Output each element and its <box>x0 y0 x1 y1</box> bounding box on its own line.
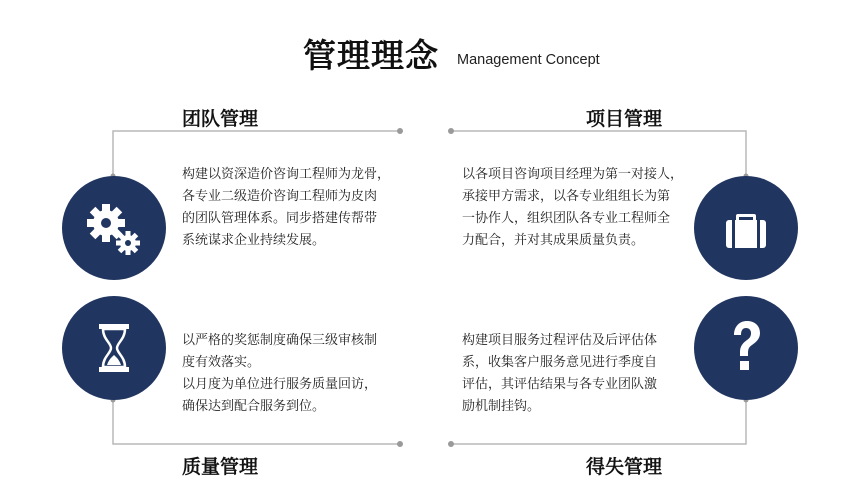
team-heading: 团队管理 <box>182 108 259 130</box>
team-icon-circle <box>62 176 166 280</box>
quality-icon-circle <box>62 296 166 400</box>
gainloss-heading: 得失管理 <box>586 456 663 478</box>
connector-dot <box>397 128 403 134</box>
connector-dot <box>397 441 403 447</box>
project-text: 以各项目咨询项目经理为第一对接人， 承接甲方需求，以各专业组组长为第 一协作人，组织团队各专业工程师全 力配合，并对其成果质量负责。 <box>462 167 684 248</box>
project-icon-circle <box>694 176 798 280</box>
quality-heading: 质量管理 <box>182 456 259 478</box>
question-mark-icon <box>716 313 776 383</box>
project-heading: 项目管理 <box>586 108 663 130</box>
gainloss-icon-circle <box>694 296 798 400</box>
team-text: 构建以资深造价咨询工程师为龙骨， 各专业二级造价咨询工程师为皮肉 的团队管理体系。同步搭建传帮带 系统谋求企业持续发展。 <box>182 167 391 248</box>
connector-dot <box>448 128 454 134</box>
quality-text: 以严格的奖惩制度确保三级审核制 度有效落实。 以月度为单位进行服务质量回访， 确保达到配合服务到位。 <box>182 333 378 414</box>
gainloss-text: 构建项目服务过程评估及后评估体 系，收集客户服务意见进行季度自 评估，其评估结果与各专业团队激 励机制挂钩。 <box>462 333 658 414</box>
hourglass-icon <box>89 318 139 378</box>
connector-dot <box>448 441 454 447</box>
briefcase-icon <box>716 198 776 258</box>
page-title: 管理理念 <box>303 36 439 75</box>
page-subtitle: Management Concept <box>457 52 600 68</box>
gears-icon <box>79 193 149 263</box>
